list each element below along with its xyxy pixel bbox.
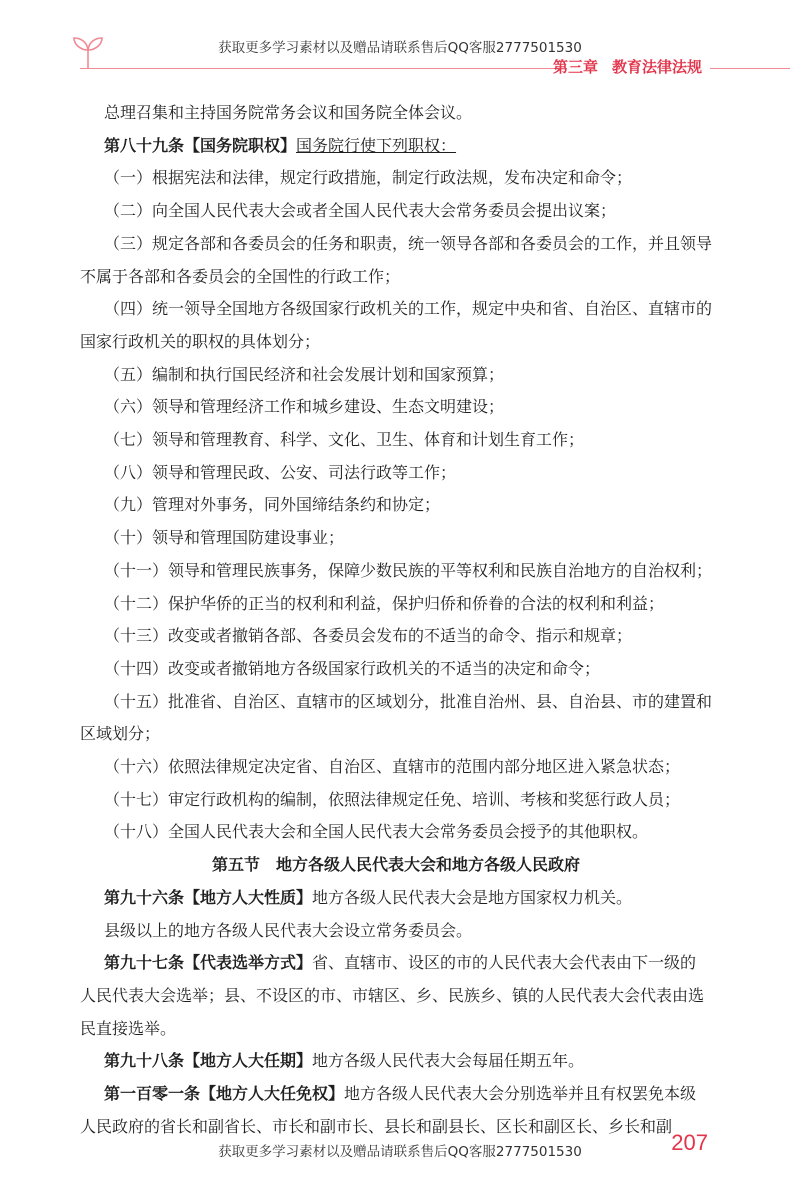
section-heading: 第五节 地方各级人民代表大会和地方各级人民政府: [211, 855, 580, 875]
header-watermark-text: 获取更多学习素材以及赠品请联系售后QQ客服2777501530: [218, 40, 582, 56]
document-body: [80, 97, 712, 1144]
list-item: （十五）批准省、自治区、直辖市的区域划分，批准自治州、县、自治县、市的建置和区域划分；: [80, 691, 713, 744]
chapter-heading: [553, 56, 702, 77]
article-text: 国务院行使下列职权：: [296, 135, 457, 155]
list-item: （一）根据宪法和法律，规定行政措施，制定行政法规，发布决定和命令；: [104, 168, 633, 188]
list-item: （十三）改变或者撤销各部、各委员会发布的不适当的命令、指示和规章；: [104, 626, 633, 646]
article-label: 第八十九条: [104, 135, 185, 155]
list-item: （六）领导和管理经济工作和城乡建设、生态文明建设；: [104, 397, 505, 417]
list-item: （十）领导和管理国防建设事业；: [104, 528, 345, 548]
article-text: 地方各级人民代表大会分别选举并且有权罢免本级人民政府的省长和副省长、市长和副市长、县长和副县长、区长和副区长、乡长和副: [80, 1084, 697, 1136]
list-item: （五）编制和执行国民经济和社会发展计划和国家预算；: [104, 364, 505, 384]
article-89: [80, 130, 712, 163]
article-tag: 【地方人大性质】: [184, 887, 313, 907]
list-item: （二）向全国人民代表大会或者全国人民代表大会常务委员会提出议案；: [104, 201, 617, 221]
article-text: 省、直辖市、设区的市的人民代表大会代表由下一级的人民代表大会选举；县、不设区的市、市辖区、乡、民族乡、镇的人民代表大会代表由选民直接选举。: [80, 953, 705, 1038]
paragraph: 总理召集和主持国务院常务会议和国务院全体会议。: [104, 103, 473, 122]
article-101: [80, 1078, 712, 1143]
article-98: [80, 1045, 712, 1078]
article-label: 第九十八条: [104, 1051, 185, 1071]
list-item: （十二）保护华侨的正当的权利和利益，保护归侨和侨眷的合法的权利和利益；: [104, 593, 665, 613]
footer-watermark-text: 获取更多学习素材以及赠品请联系售后QQ客服2777501530: [218, 1144, 582, 1160]
article-tag: 【代表选举方式】: [184, 953, 313, 973]
article-text: 地方各级人民代表大会每届任期五年。: [312, 1051, 585, 1071]
article-label: 第九十六条: [104, 887, 185, 907]
chapter-number: 第三章: [552, 58, 598, 76]
page-number: 207: [671, 1130, 708, 1155]
list-item: （九）管理对外事务，同外国缔结条约和协定；: [104, 495, 441, 515]
list-item: （十六）依照法律规定决定省、自治区、直辖市的范围内部分地区进入紧急状态；: [104, 757, 681, 777]
article-tag: 【地方人大任免权】: [200, 1084, 345, 1104]
list-item: （十四）改变或者撤销地方各级国家行政机关的不适当的决定和命令；: [104, 658, 601, 678]
article-tag: 【国务院职权】: [184, 135, 297, 155]
list-item: （三）规定各部和各委员会的任务和职责，统一领导各部和各委员会的工作，并且领导不属于各部和各委员会的全国性的行政工作；: [80, 233, 713, 286]
list-item: （七）领导和管理教育、科学、文化、卫生、体育和计划生育工作；: [104, 430, 585, 450]
chapter-title: 教育法律法规: [611, 58, 702, 76]
paragraph: 县级以上的地方各级人民代表大会设立常务委员会。: [104, 920, 473, 940]
article-text: 地方各级人民代表大会是地方国家权力机关。: [312, 887, 633, 907]
article-tag: 【地方人大任期】: [184, 1051, 313, 1071]
header-rule-right: [710, 68, 790, 69]
list-item: （十八）全国人民代表大会和全国人民代表大会常务委员会授予的其他职权。: [104, 822, 649, 842]
article-97: [80, 947, 712, 1045]
article-96: [80, 882, 712, 915]
article-label: 第九十七条: [104, 953, 185, 973]
article-label: 第一百零一条: [104, 1084, 201, 1104]
header-rule-left: [80, 68, 560, 69]
list-item: （四）统一领导全国地方各级国家行政机关的工作，规定中央和省、自治区、直辖市的国家行政机关的职权的具体划分；: [80, 299, 713, 351]
list-item: （八）领导和管理民政、公安、司法行政等工作；: [104, 462, 457, 482]
article-89-list: [80, 162, 712, 849]
list-item: （十七）审定行政机构的编制，依照法律规定任免、培训、考核和奖惩行政人员；: [104, 789, 681, 809]
list-item: （十一）领导和管理民族事务，保障少数民族的平等权利和民族自治地方的自治权利；: [104, 560, 713, 580]
